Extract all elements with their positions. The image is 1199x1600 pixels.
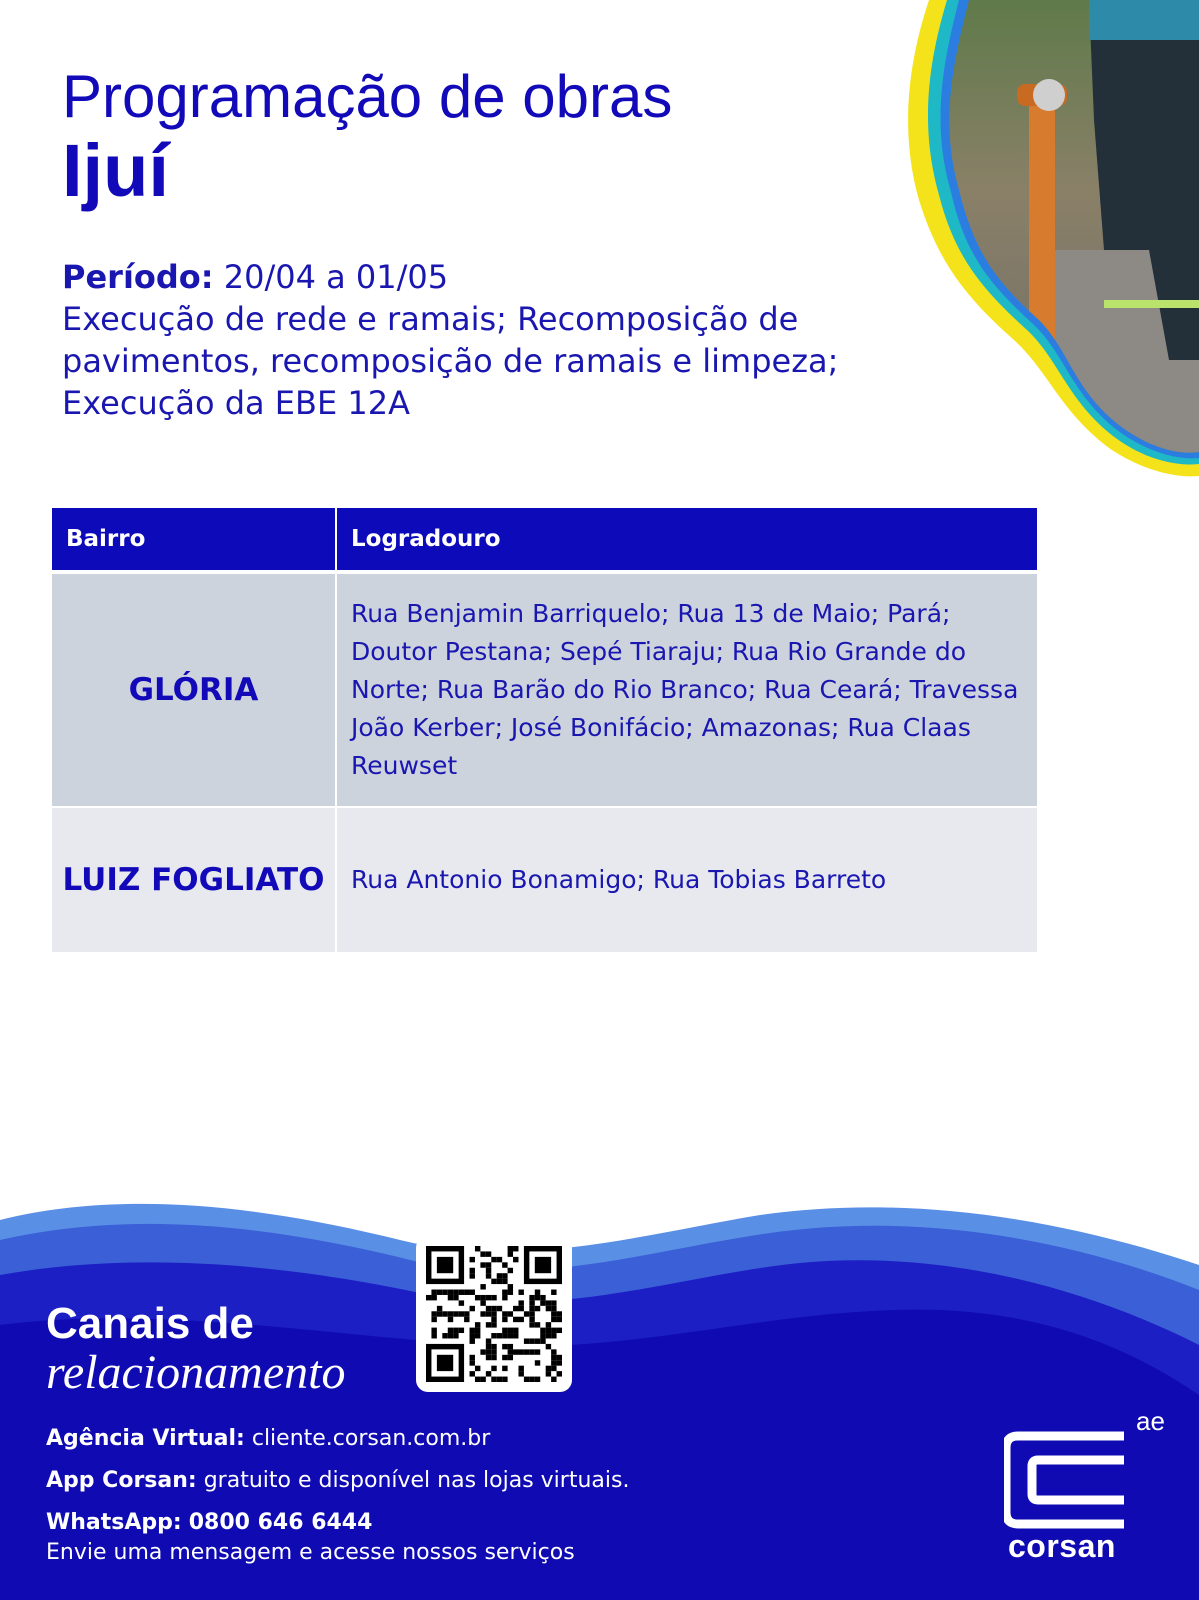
periodo-description: Execução de rede e ramais; Recomposição de pavimentos, recomposição de ramais e limpeza; Execução da EBE 12A — [62, 300, 839, 422]
title-line1: Programação de obras — [62, 63, 673, 130]
contact-list — [46, 1418, 629, 1580]
logradouro-cell: Rua Benjamin Barriquelo; Rua 13 de Maio; Pará; Doutor Pestana; Sepé Tiaraju; Rua Rio Grande do Norte; Rua Barão do Rio Branco; Rua Ceará; Travessa João Kerber; José Bonifácio; Amazonas; Rua Claas Reuwset — [337, 570, 1037, 806]
table-row — [52, 806, 1037, 952]
whatsapp-message: Envie uma mensagem e acesse nossos serviços — [46, 1540, 575, 1565]
app-value: gratuito e disponível nas lojas virtuais. — [203, 1468, 630, 1493]
contact-agencia — [46, 1418, 629, 1460]
canais-line2: relacionamento — [46, 1346, 346, 1399]
logo-wordmark: corsan — [1008, 1528, 1116, 1564]
periodo-block — [62, 256, 882, 424]
corsan-logo-mark — [1004, 1406, 1164, 1531]
logradouro-cell: Rua Antonio Bonamigo; Rua Tobias Barreto — [337, 806, 1037, 952]
agencia-label: Agência Virtual: — [46, 1426, 245, 1451]
bairro-cell: GLÓRIA — [52, 570, 337, 806]
table-header-row — [52, 508, 1037, 570]
title-city: Ijuí — [62, 129, 169, 212]
qr-code-graphic — [426, 1246, 562, 1382]
contact-app — [46, 1460, 629, 1502]
whatsapp-label: WhatsApp: — [46, 1510, 182, 1535]
logo-mark-text: ae — [1136, 1406, 1164, 1436]
qr-code-icon[interactable] — [416, 1236, 572, 1392]
corsan-logo-icon — [1004, 1406, 1164, 1566]
bairro-cell: LUIZ FOGLIATO — [52, 806, 337, 952]
works-table — [52, 508, 1037, 952]
table-row — [52, 570, 1037, 806]
whatsapp-number[interactable]: 0800 646 6444 — [188, 1510, 373, 1535]
header-logradouro: Logradouro — [337, 508, 1037, 570]
header-bairro: Bairro — [52, 508, 337, 570]
app-label: App Corsan: — [46, 1468, 197, 1493]
header-photo — [899, 0, 1199, 480]
page-title — [62, 62, 672, 210]
periodo-value: 20/04 a 01/05 — [223, 258, 449, 296]
canais-heading — [46, 1300, 345, 1398]
canais-line1: Canais de — [46, 1299, 254, 1348]
periodo-label: Período: — [62, 258, 214, 296]
agencia-link[interactable]: cliente.corsan.com.br — [251, 1426, 491, 1451]
